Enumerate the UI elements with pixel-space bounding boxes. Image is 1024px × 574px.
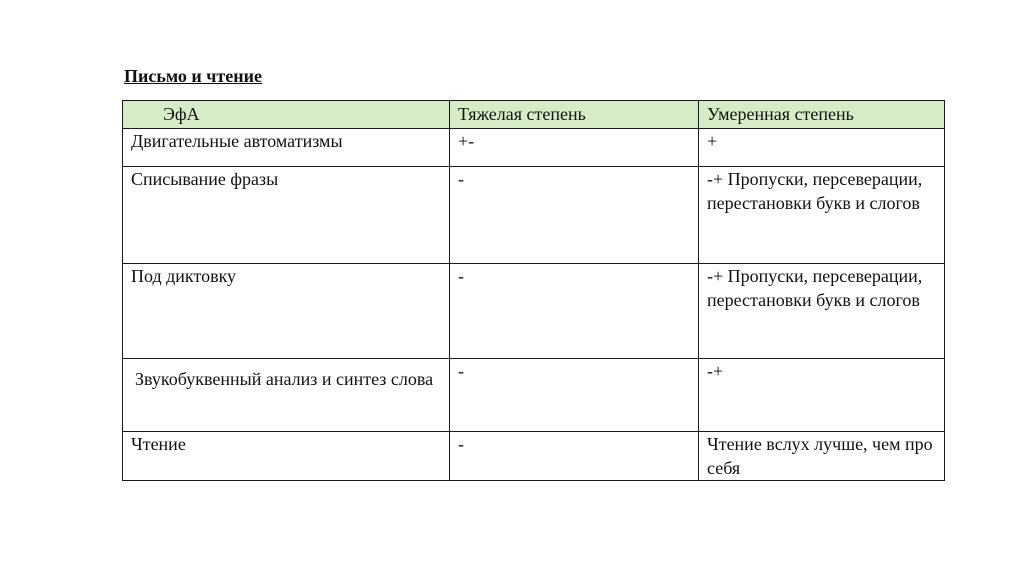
table-row [123, 167, 945, 264]
moderate-cell: + [699, 129, 945, 167]
column-header-severe: Тяжелая степень [450, 101, 699, 129]
moderate-cell: -+ [699, 359, 945, 432]
table-row [123, 264, 945, 359]
moderate-cell: -+ Пропуски, персеверации, перестановки букв и слогов [699, 167, 945, 264]
comparison-table [122, 100, 945, 481]
column-header-efa: ЭфА [123, 101, 450, 129]
severe-cell: - [450, 432, 699, 481]
table-row [123, 359, 945, 432]
row-label: Чтение [123, 432, 450, 481]
row-label: Под диктовку [123, 264, 450, 359]
moderate-cell: -+ Пропуски, персеверации, перестановки букв и слогов [699, 264, 945, 359]
table-row [123, 129, 945, 167]
table-row [123, 432, 945, 481]
severe-cell: +- [450, 129, 699, 167]
column-header-moderate: Умеренная степень [699, 101, 945, 129]
severe-cell: - [450, 167, 699, 264]
moderate-cell: Чтение вслух лучше, чем про себя [699, 432, 945, 481]
row-label: Звукобуквенный анализ и синтез слова [123, 359, 450, 432]
page-title: Письмо и чтение [124, 66, 262, 86]
severe-cell: - [450, 359, 699, 432]
severe-cell: - [450, 264, 699, 359]
table-header-row [123, 101, 945, 129]
row-label: Списывание фразы [123, 167, 450, 264]
row-label: Двигательные автоматизмы [123, 129, 450, 167]
